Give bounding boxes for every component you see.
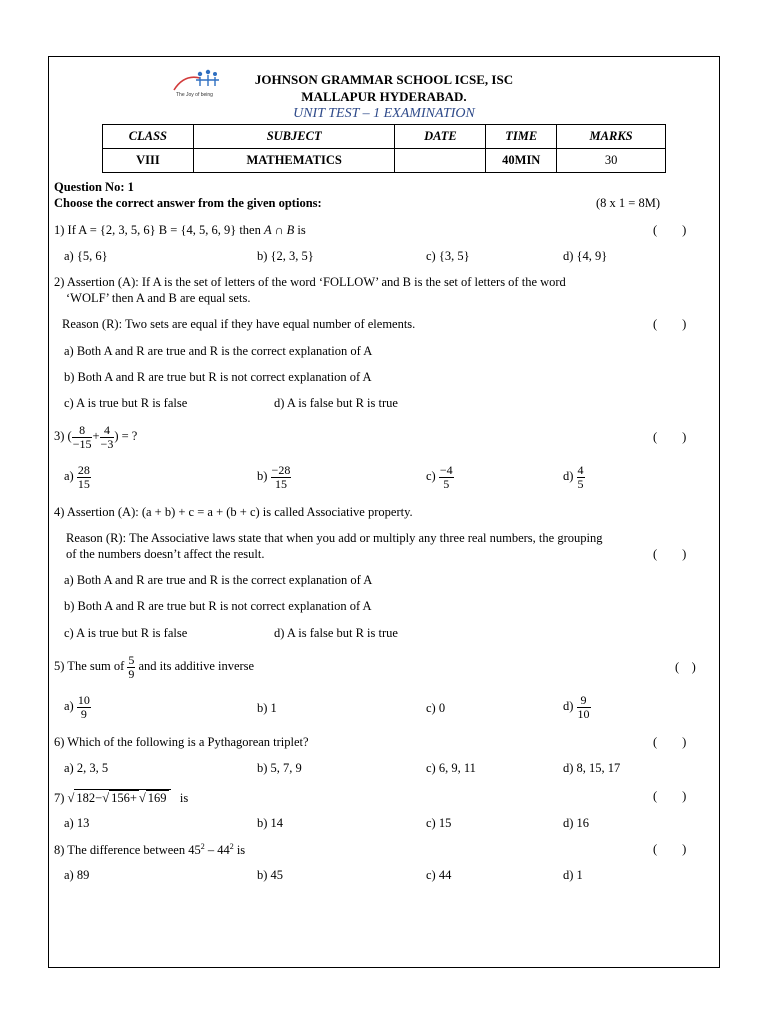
section-marks: (8 x 1 = 8M): [596, 196, 660, 210]
q7-option-d: d) 16: [563, 816, 590, 830]
info-value-class: VIII: [103, 149, 194, 173]
q8-text-b: – 44: [204, 843, 230, 858]
q1-math: A ∩ B: [263, 223, 295, 237]
q3-option-a-den: 15: [77, 476, 90, 491]
logo-tagline: The Joy of being: [176, 92, 213, 98]
q5-option-b: b) 1: [257, 701, 277, 715]
q5-option-a-fraction: [77, 694, 91, 720]
q1-answer-bracket: ( ): [653, 223, 687, 237]
info-value-date: [395, 149, 486, 173]
q1-option-c: c) {3, 5}: [426, 249, 470, 263]
q5-answer-bracket: ( ): [675, 660, 696, 674]
q2-answer-bracket: ( ): [653, 317, 687, 331]
q5-num: 5: [128, 653, 135, 667]
q5-option-d-den: 10: [577, 706, 590, 721]
q3-option-b-num: −28: [271, 463, 291, 477]
school-name: JOHNSON GRAMMAR SCHOOL ICSE, ISC: [254, 72, 514, 87]
q5-stem: 5) The sum of: [54, 658, 125, 673]
q3-f1-den: −15: [72, 436, 92, 451]
q3-option-c-den: 5: [443, 476, 450, 491]
q5-option-d: [563, 694, 591, 720]
q8-tail: is: [233, 843, 246, 858]
q8-option-b: b) 45: [257, 868, 284, 882]
q2-reason: Reason (R): Two sets are equal if they have equal number of elements.: [62, 317, 416, 331]
q6-text: 6) Which of the following is a Pythagorean triplet?: [54, 735, 309, 749]
q3-tail: ) = ?: [114, 428, 138, 443]
q3-option-b-label: b): [257, 468, 268, 483]
q3-expression: [54, 424, 137, 450]
q3-option-d-label: d): [563, 468, 574, 483]
q3-f1-num: 8: [72, 424, 93, 438]
q8-option-c: c) 44: [426, 868, 452, 882]
info-header-date: DATE: [395, 125, 486, 149]
info-table-header-row: [103, 125, 666, 149]
q5-option-d-label: d): [563, 698, 574, 713]
q4-option-b: b) Both A and R are true but R is not correct explanation of A: [64, 599, 372, 613]
q7-radical-3: 169: [147, 791, 167, 805]
q1-text: [54, 223, 306, 238]
q6-option-d: d) 8, 15, 17: [563, 761, 621, 775]
q1-option-d: d) {4, 9}: [563, 249, 608, 263]
q4-assertion: 4) Assertion (A): (a + b) + c = a + (b + c) is called Associative property.: [54, 505, 413, 519]
q4-answer-bracket: ( ): [653, 547, 687, 561]
question-number: Question No: 1: [54, 180, 134, 194]
q3-option-a-fraction: [77, 464, 91, 490]
q7-label: 7): [54, 791, 65, 805]
q6-option-c: c) 6, 9, 11: [426, 761, 476, 775]
q4-option-c: c) A is true but R is false: [64, 626, 188, 640]
q7-radical-2: 156+: [111, 791, 137, 805]
q5-fraction: [127, 654, 135, 680]
q6-option-a: a) 2, 3, 5: [64, 761, 109, 775]
q5-text: [54, 654, 254, 680]
info-header-class: CLASS: [103, 125, 194, 149]
q5-option-d-fraction: [577, 694, 591, 720]
q1-tail: is: [297, 223, 306, 237]
q8-option-d: d) 1: [563, 868, 583, 882]
q5-option-a: [64, 694, 91, 720]
q3-option-c-label: c): [426, 468, 436, 483]
q3-option-d: [563, 464, 585, 490]
q3-plus: +: [92, 428, 100, 443]
q7-radical: 182−√ 156+ √ 169: [74, 789, 170, 806]
q3-answer-bracket: ( ): [653, 430, 687, 444]
q4-option-d: d) A is false but R is true: [274, 626, 398, 640]
info-value-marks: 30: [557, 149, 666, 173]
q3-option-a-label: a): [64, 468, 74, 483]
q8-text: [54, 842, 245, 858]
info-header-time: TIME: [486, 125, 557, 149]
q5-option-c: c) 0: [426, 701, 446, 715]
q3-f2-num: 4: [100, 424, 115, 438]
q3-label: 3) (: [54, 428, 72, 443]
q3-option-c-num: −4: [439, 463, 453, 477]
info-header-subject: SUBJECT: [193, 125, 395, 149]
q3-option-c: [426, 464, 454, 490]
q4-reason-line1: Reason (R): The Associative laws state that when you add or multiply any three real numbers, the grouping: [66, 531, 603, 545]
info-value-subject: MATHEMATICS: [193, 149, 395, 173]
q6-option-b: b) 5, 7, 9: [257, 761, 302, 775]
q7-option-a: a) 13: [64, 816, 90, 830]
q8-sup-2: 2: [229, 842, 234, 851]
q7-option-c: c) 15: [426, 816, 452, 830]
q5-option-a-num: 10: [77, 693, 90, 707]
q1-stem: 1) If A = {2, 3, 5, 6} B = {4, 5, 6, 9} then: [54, 223, 261, 237]
q3-option-b: [257, 464, 291, 490]
q3-option-b-fraction: [271, 464, 292, 490]
info-header-marks: MARKS: [557, 125, 666, 149]
q4-reason-line2: of the numbers doesn’t affect the result.: [66, 547, 265, 561]
school-location: MALLAPUR HYDERABAD.: [301, 89, 467, 104]
q3-option-d-num: 4: [577, 463, 584, 477]
q5-option-d-num: 9: [577, 694, 591, 708]
q5-option-a-label: a): [64, 698, 74, 713]
q6-answer-bracket: ( ): [653, 735, 687, 749]
q3-f2-den: −3: [100, 436, 114, 451]
exam-title: UNIT TEST – 1 EXAMINATION: [293, 106, 475, 121]
q8-sup-1: 2: [200, 842, 205, 851]
q2-option-a: a) Both A and R are true and R is the correct explanation of A: [64, 344, 373, 358]
info-value-time: 40MIN: [486, 149, 557, 173]
q3-fraction-1: [72, 424, 93, 450]
section-instruction: Choose the correct answer from the given options:: [54, 196, 322, 210]
q2-option-d: d) A is false but R is true: [274, 396, 398, 410]
q7-expr-a: 182−: [76, 791, 103, 805]
q2-assertion-line1: 2) Assertion (A): If A is the set of letters of the word ‘FOLLOW’ and B is the set of letters of the word: [54, 275, 566, 289]
q2-assertion-line2: ‘WOLF’ then A and B are equal sets.: [66, 291, 251, 305]
q7-text: [54, 789, 188, 806]
q7-tail: is: [179, 791, 189, 805]
q2-option-c: c) A is true but R is false: [64, 396, 188, 410]
q3-option-c-fraction: [439, 464, 454, 490]
q1-option-b: b) {2, 3, 5}: [257, 249, 314, 263]
exam-info-table: [102, 124, 666, 173]
q3-option-a-num: 28: [77, 463, 90, 477]
q3-fraction-2: [100, 424, 115, 450]
q3-option-d-fraction: [577, 464, 585, 490]
q3-option-b-den: 15: [274, 476, 287, 491]
q5-option-a-den: 9: [80, 706, 87, 721]
q8-option-a: a) 89: [64, 868, 90, 882]
q2-option-b: b) Both A and R are true but R is not correct explanation of A: [64, 370, 372, 384]
q7-option-b: b) 14: [257, 816, 284, 830]
q1-option-a: a) {5, 6}: [64, 249, 108, 263]
q3-option-a: [64, 464, 91, 490]
q4-option-a: a) Both A and R are true and R is the correct explanation of A: [64, 573, 373, 587]
q8-answer-bracket: ( ): [653, 842, 687, 856]
q8-text-a: 8) The difference between 45: [54, 843, 201, 858]
q5-den: 9: [128, 666, 135, 681]
q3-option-d-den: 5: [577, 476, 584, 491]
q7-answer-bracket: ( ): [653, 789, 687, 803]
q5-tail: and its additive inverse: [138, 658, 255, 673]
info-table-value-row: [103, 149, 666, 173]
q7-expression: √ 182−√ 156+ √ 169: [68, 791, 171, 805]
